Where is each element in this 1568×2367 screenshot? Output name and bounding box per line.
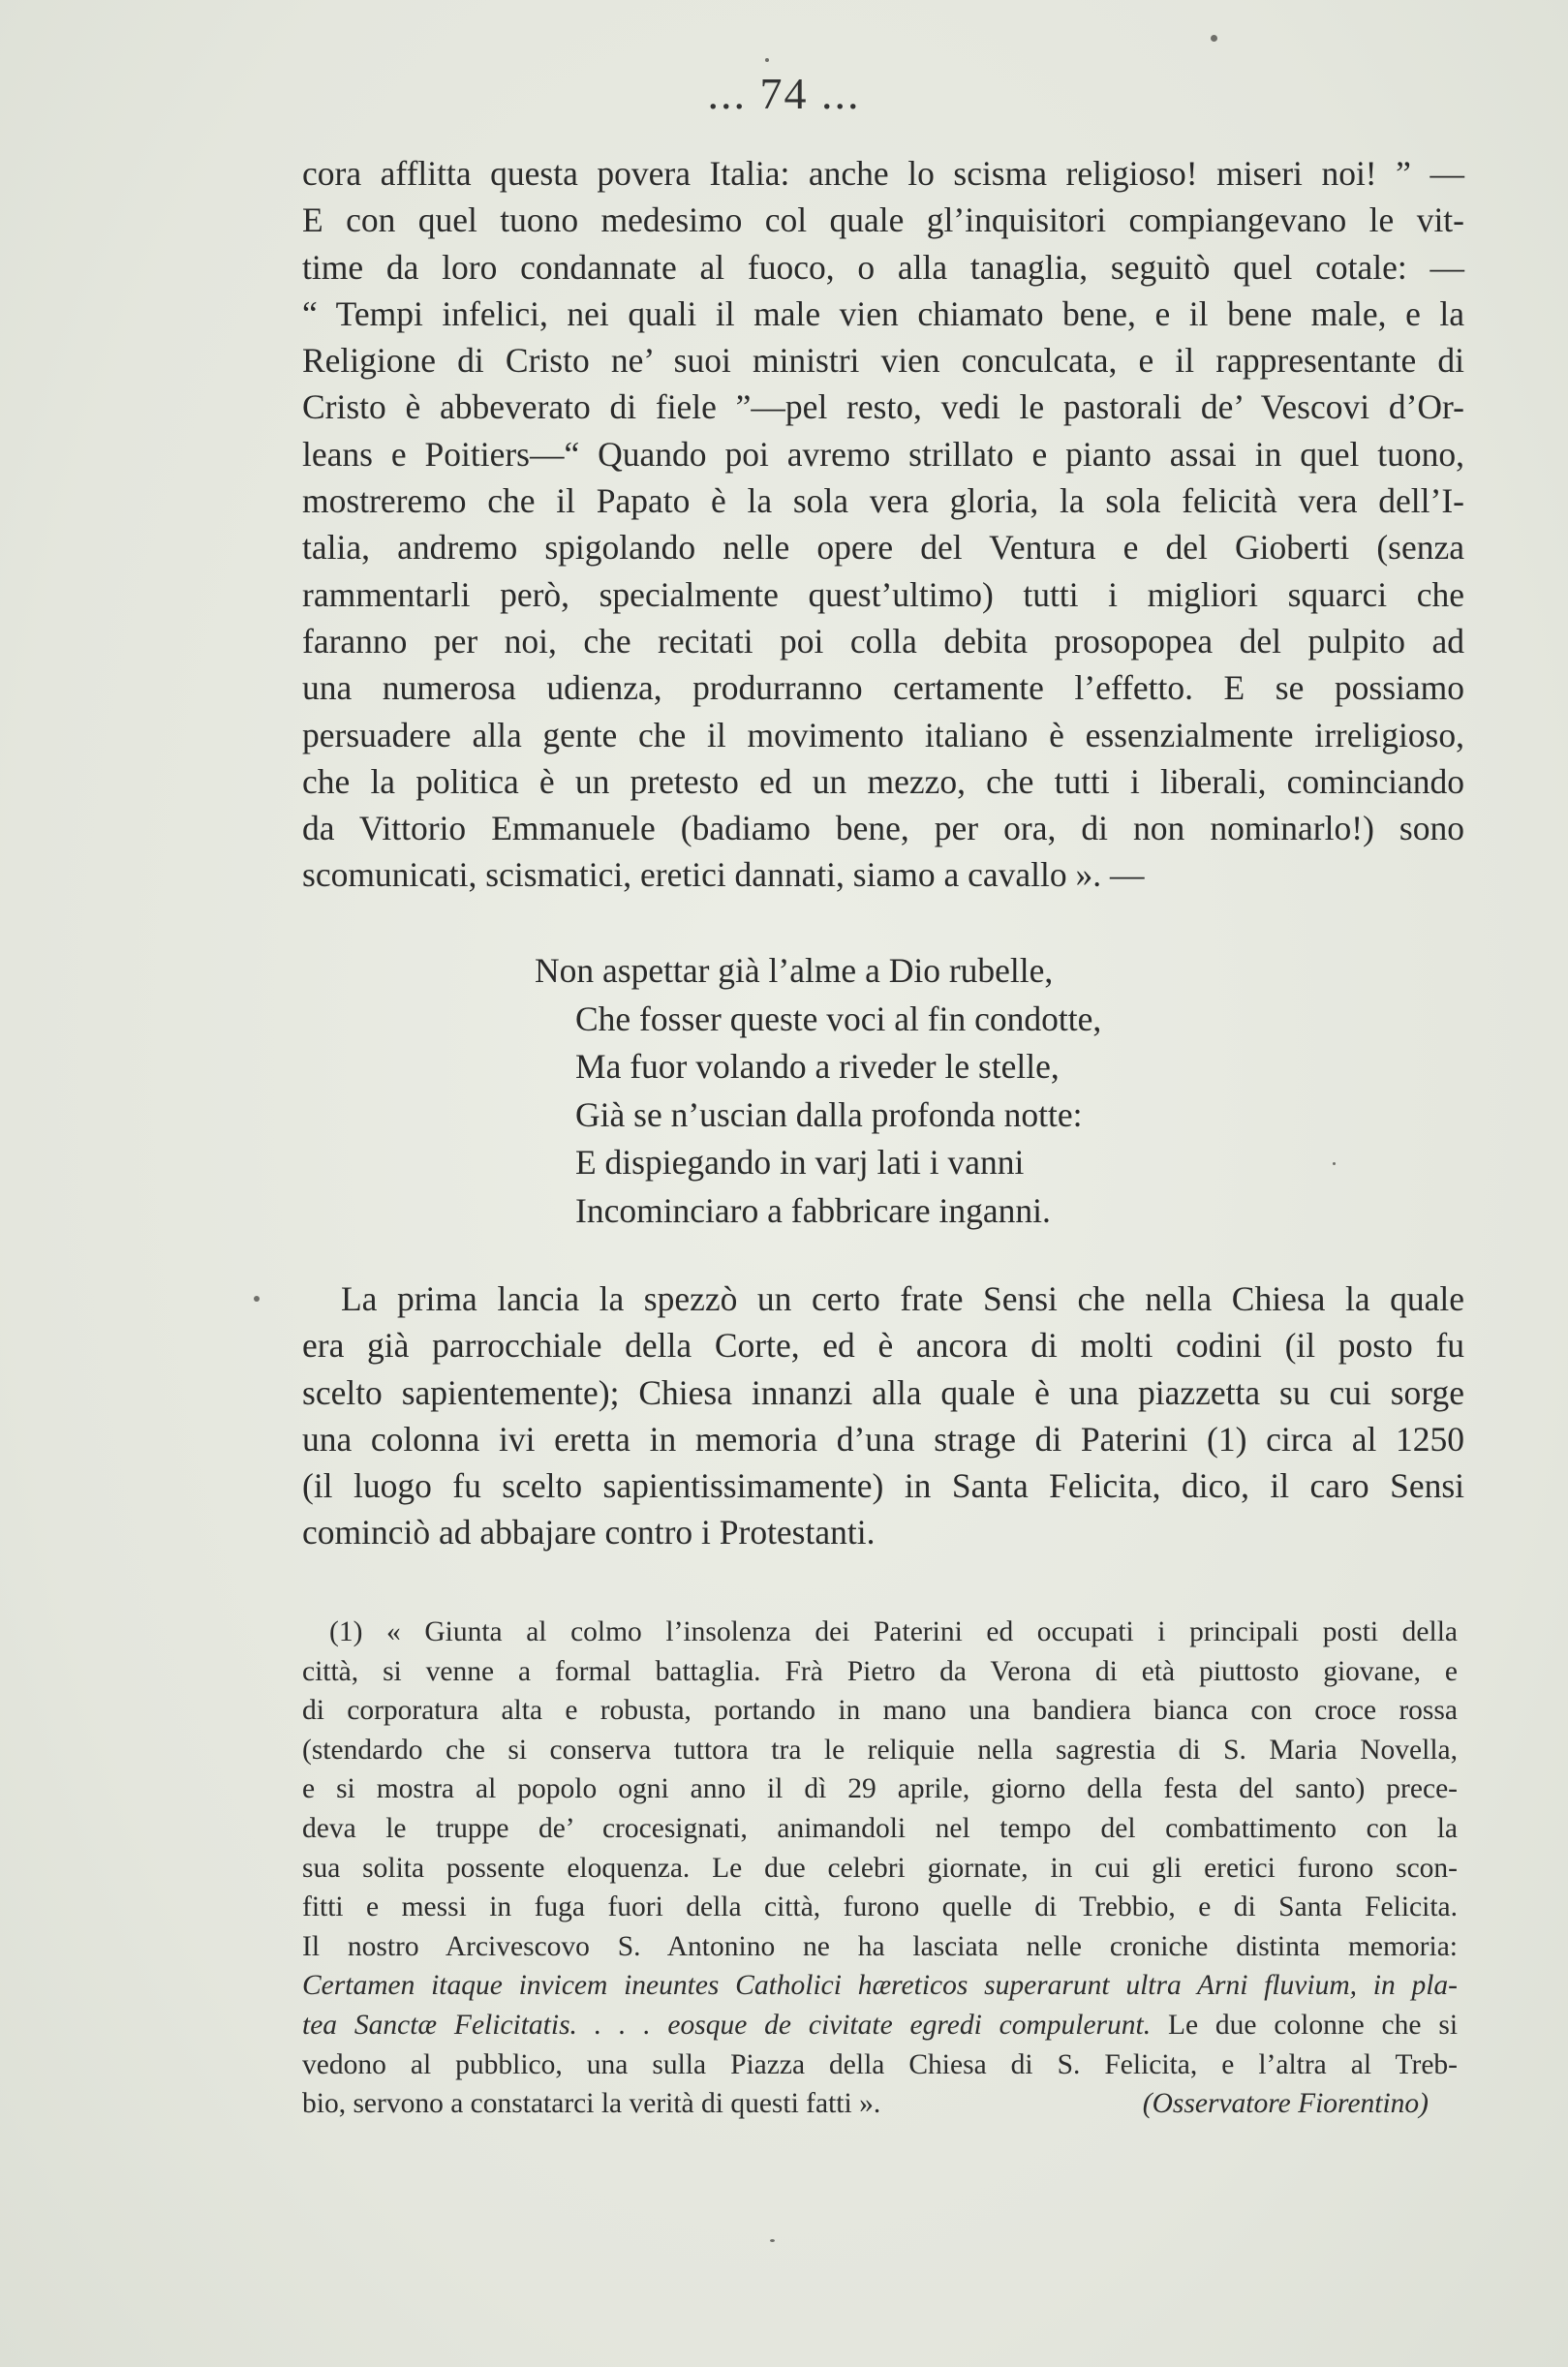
text-line: La prima lancia la spezzò un certo frate Sensi che nella Chiesa la quale bbox=[341, 1279, 1464, 1318]
page-number: ... 74 ... bbox=[707, 69, 861, 118]
text-line: cominciò ad abbajare contro i Protestanti. bbox=[302, 1513, 876, 1552]
footnote-line bbox=[302, 2084, 1458, 2124]
verse-line: Incominciaro a fabbricare inganni. bbox=[575, 1190, 1051, 1230]
text-line: rammentarli però, specialmente quest’ultimo) tutti i migliori squarci che bbox=[302, 574, 1464, 614]
footnote-line bbox=[302, 2006, 1458, 2045]
text-line: (il luogo fu scelto sapientissimamente) in Santa Felicita, dico, il caro Sensi bbox=[302, 1466, 1464, 1506]
footnote-line: vedono al pubblico, una sulla Piazza della Chiesa di S. Felicita, e l’altra al Treb- bbox=[302, 2048, 1458, 2080]
text-line: da Vittorio Emmanuele (badiamo bene, per ora, di non nominarlo!) sono bbox=[302, 809, 1464, 848]
paper-speck bbox=[770, 2239, 775, 2242]
footnote-latin-line: Certamen itaque invicem ineuntes Catholici hæreticos superarunt ultra Arni fluvium, in pla- bbox=[302, 1970, 1458, 2002]
text-line: talia, andremo spigolando nelle opere del Ventura e del Gioberti (senza bbox=[302, 528, 1464, 568]
paper-speck bbox=[1211, 35, 1217, 42]
text-line: una colonna ivi eretta in memoria d’una strage di Paterini (1) circa al 1250 bbox=[302, 1419, 1464, 1459]
second-paragraph bbox=[302, 1276, 1464, 1556]
text-line: Religione di Cristo ne’ suoi ministri vien conculcata, e il rappresentante di bbox=[302, 341, 1464, 381]
text-line: mostreremo che il Papato è la sola vera gloria, la sola felicità vera dell’I- bbox=[302, 481, 1464, 521]
text-line: Cristo è abbeverato di fiele ”—pel resto, vedi le pastorali de’ Vescovi d’Or- bbox=[302, 387, 1464, 427]
footnote-source: (Osservatore Fiorentino) bbox=[1142, 2088, 1429, 2120]
verse-line: Non aspettar già l’alme a Dio rubelle, bbox=[535, 951, 1054, 990]
text-line: una numerosa udienza, produrranno certamente l’effetto. E se possiamo bbox=[302, 668, 1464, 708]
verse-line: E dispiegando in varj lati i vanni bbox=[575, 1143, 1025, 1183]
text-line: cora afflitta questa povera Italia: anche lo scisma religioso! miseri noi! ” — bbox=[302, 154, 1464, 193]
footnote bbox=[302, 1613, 1458, 2124]
footnote-line: e si mostra al popolo ogni anno il dì 29 aprile, giorno della festa del santo) prece- bbox=[302, 1773, 1458, 1805]
footnote-line: Il nostro Arcivescovo S. Antonino ne ha lasciata nelle croniche distinta memoria: bbox=[302, 1930, 1458, 1962]
text-line: faranno per noi, che recitati poi colla debita prosopopea del pulpito ad bbox=[302, 621, 1464, 661]
main-paragraph bbox=[302, 150, 1464, 899]
footnote-line: sua solita possente eloquenza. Le due celebri giornate, in cui gli eretici furono scon- bbox=[302, 1852, 1458, 1884]
text-line: leans e Poitiers—“ Quando poi avremo strillato e pianto assai in quel tuono, bbox=[302, 434, 1464, 474]
text-line: time da loro condannate al fuoco, o alla tanaglia, seguitò quel cotale: — bbox=[302, 247, 1464, 287]
footnote-line: città, si venne a formal battaglia. Frà Pietro da Verona di età piuttosto giovane, e bbox=[302, 1655, 1458, 1687]
text-line: scelto sapientemente); Chiesa innanzi alla quale è una piazzetta su cui sorge bbox=[302, 1372, 1464, 1412]
footnote-text: Le due colonne che si bbox=[1151, 2009, 1459, 2041]
text-line: era già parrocchiale della Corte, ed è ancora di molti codini (il posto fu bbox=[302, 1326, 1464, 1366]
verse-line: Che fosser queste voci al fin condotte, bbox=[575, 999, 1102, 1038]
text-line: “ Tempi infelici, nei quali il male vien chiamato bene, e il bene male, e la bbox=[302, 293, 1464, 333]
footnote-line: fitti e messi in fuga fuori della città, furono quelle di Trebbio, e di Santa Felicita. bbox=[302, 1891, 1458, 1923]
verse-stanza bbox=[535, 947, 1101, 1236]
footnote-line: di corporatura alta e robusta, portando in mano una bandiera bianca con croce rossa bbox=[302, 1695, 1458, 1727]
paper-speck bbox=[254, 1296, 260, 1302]
footnote-line: deva le truppe de’ crocesignati, animandoli nel tempo del combattimento con la bbox=[302, 1812, 1458, 1844]
text-line: E con quel tuono medesimo col quale gl’inquisitori compiangevano le vit- bbox=[302, 200, 1464, 240]
text-line: persuadere alla gente che il movimento italiano è essenzialmente irreligioso, bbox=[302, 715, 1464, 754]
footnote-line: (1) « Giunta al colmo l’insolenza dei Paterini ed occupati i principali posti della bbox=[329, 1616, 1458, 1647]
paper-speck bbox=[765, 58, 769, 62]
verse-line: Ma fuor volando a riveder le stelle, bbox=[575, 1047, 1060, 1087]
text-line: scomunicati, scismatici, eretici dannati, siamo a cavallo ». — bbox=[302, 855, 1145, 895]
footnote-text: bio, servono a constatarci la verità di questi fatti ». bbox=[302, 2088, 881, 2120]
footnote-line: (stendardo che si conserva tuttora tra le reliquie nella sagrestia di S. Maria Novella, bbox=[302, 1734, 1458, 1766]
text-line: che la politica è un pretesto ed un mezzo, che tutti i liberali, cominciando bbox=[302, 761, 1464, 801]
footnote-latin-text: tea Sanctæ Felicitatis. . . . eosque de civitate egredi compulerunt. bbox=[302, 2009, 1152, 2041]
verse-line: Già se n’uscian dalla profonda notte: bbox=[575, 1094, 1083, 1134]
paper-speck bbox=[1333, 1162, 1336, 1165]
